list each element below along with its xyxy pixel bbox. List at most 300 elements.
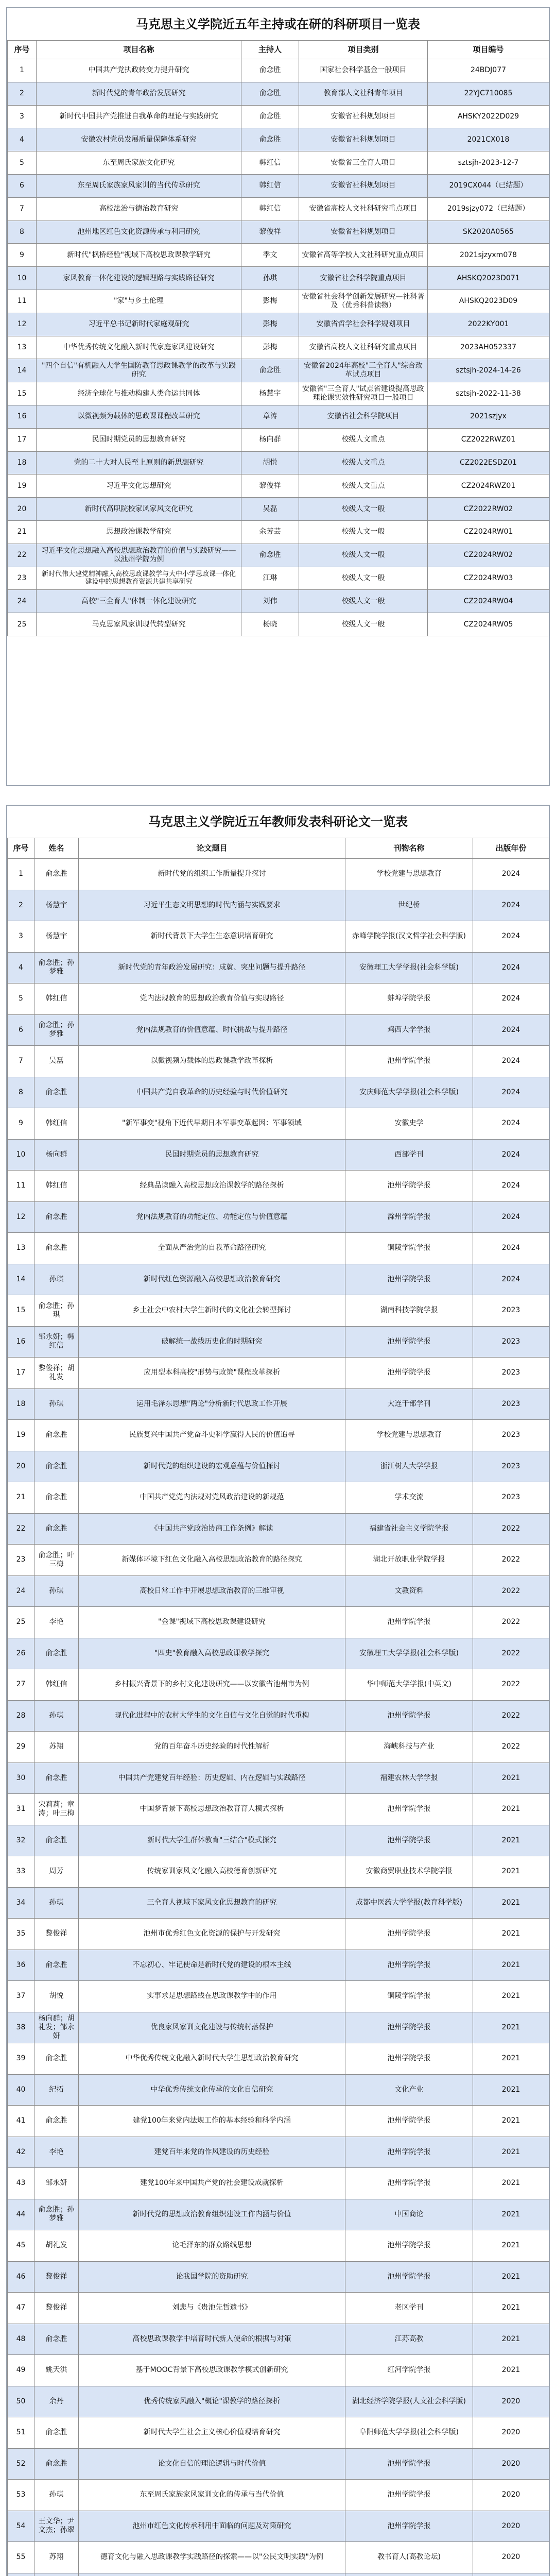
table-row [8, 2386, 549, 2417]
cell-index: 44 [8, 2199, 34, 2230]
cell-project-category: 安徽省2024年高校"三全育人"综合改革试点项目 [299, 359, 428, 382]
cell-author: 杨向群 [34, 1139, 79, 1171]
table-row [8, 290, 549, 313]
cell-project-category: 校级人文重点 [299, 451, 428, 474]
table-row [8, 2106, 549, 2137]
cell-project-code: 2019sjzy072（已结题） [428, 197, 549, 221]
cell-leader: 韩红信 [241, 174, 299, 197]
cell-paper-title: 建党100年来党内法规工作的基本经验和科学内涵 [79, 2106, 345, 2137]
cell-paper-title: 《中国共产党政治协商工作条例》解读 [79, 1513, 345, 1545]
cell-year: 2021 [473, 2137, 549, 2168]
table-row [8, 244, 549, 267]
table-row [8, 313, 549, 336]
cell-journal: 湖南科技学院学报 [345, 1295, 473, 1327]
cell-author: 黎俊祥 [34, 2293, 79, 2324]
cell-year: 2021 [473, 2106, 549, 2137]
cell-leader: 章涛 [241, 405, 299, 428]
cell-year: 2021 [473, 2293, 549, 2324]
cell-project-category: 教育部人文社科青年项目 [299, 82, 428, 105]
cell-index: 41 [8, 2106, 34, 2137]
cell-index: 23 [8, 567, 37, 590]
cell-project-name: 新时代中国共产党推进自我革命的理论与实践研究 [37, 105, 241, 128]
cell-author: 王文华；尹文杰；孙翠 [34, 2511, 79, 2542]
cell-author: 俞念胜 [34, 1077, 79, 1108]
cell-paper-title: 党的百年奋斗历史经验的时代性解析 [79, 1732, 345, 1763]
cell-paper-title: 乡村振兴背景下的乡村文化建设研究——以安徽省池州市为例 [79, 1669, 345, 1701]
cell-journal: 教书育人(高教论坛) [345, 2542, 473, 2573]
cell-author: 孙琪 [34, 2480, 79, 2511]
cell-project-category: 安徽省高校人文社科研究重点项目 [299, 197, 428, 221]
cell-author: 俞念胜 [34, 859, 79, 890]
cell-author: 余丹 [34, 2386, 79, 2417]
cell-index: 54 [8, 2511, 34, 2542]
table-row [8, 82, 549, 105]
cell-journal: 池州学院学报 [345, 2261, 473, 2293]
cell-project-name: 中国共产党执政转变力提升研究 [37, 59, 241, 82]
cell-author: 俞念胜；叶三梅 [34, 1545, 79, 1576]
cell-author: 苏翔 [34, 2542, 79, 2573]
table-row [8, 174, 549, 197]
cell-paper-title: 党内法规教育的功能定位、功能定位与价值意蕴 [79, 1201, 345, 1233]
cell-leader: 胡悦 [241, 451, 299, 474]
header-index: 序号 [8, 838, 34, 859]
header-project-category: 项目类别 [299, 41, 428, 59]
cell-paper-title: 新时代党的组织工作质量提升探讨 [79, 859, 345, 890]
cell-year: 2021 [473, 1856, 549, 1888]
header-project-code: 项目编号 [428, 41, 549, 59]
cell-author: 俞念胜 [34, 2043, 79, 2075]
cell-project-name: 习近平总书记新时代家庭观研究 [37, 313, 241, 336]
cell-paper-title: 论毛泽东的群众路线思想 [79, 2230, 345, 2262]
cell-leader: 杨晓 [241, 613, 299, 636]
table-row [8, 405, 549, 428]
cell-project-name: 家风教育一体化建设的逻辑理路与实践路径研究 [37, 267, 241, 290]
cell-year: 2024 [473, 1139, 549, 1171]
cell-paper-title: 池州市优秀红色文化资源的保护与开发研究 [79, 1919, 345, 1950]
table-row [8, 1732, 549, 1763]
cell-author: 黎俊祥 [34, 1919, 79, 1950]
table-row [8, 1638, 549, 1669]
cell-journal: 铜陵学院学报 [345, 1981, 473, 2012]
cell-paper-title: 高校思政课教学中培育时代新人使命的根据与对策 [79, 2324, 345, 2355]
header-leader: 主持人 [241, 41, 299, 59]
cell-project-category: 校级人文一般 [299, 520, 428, 544]
table-row [8, 498, 549, 521]
cell-paper-title: 乡土社会中农村大学生新时代的文化社会转型探讨 [79, 1295, 345, 1327]
cell-project-category: 校级人文一般 [299, 544, 428, 567]
cell-project-code: 24BDJ077 [428, 59, 549, 82]
cell-author: 俞念胜 [34, 1201, 79, 1233]
cell-author: 孙琪 [34, 1264, 79, 1295]
cell-year: 2022 [473, 1638, 549, 1669]
cell-author: 杨慧宇 [34, 921, 79, 953]
cell-year: 2024 [473, 1233, 549, 1264]
cell-year: 2024 [473, 1108, 549, 1140]
cell-index: 9 [8, 244, 37, 267]
cell-paper-title: 优良家风家训文化建设与传统村落保护 [79, 2012, 345, 2043]
cell-project-category: 安徽省社科规划项目 [299, 174, 428, 197]
cell-journal: 池州学院学报 [345, 1950, 473, 1981]
table-row [8, 151, 549, 175]
cell-leader: 余芳芸 [241, 520, 299, 544]
cell-journal: 江苏高教 [345, 2324, 473, 2355]
cell-journal: 池州学院学报 [345, 1046, 473, 1077]
cell-year: 2022 [473, 1575, 549, 1607]
table-row [8, 859, 549, 890]
cell-project-name: 新时代伟大建党精神融入高校思政课教学与大中小学思政课一体化建设中的思想教育资源共建共享研究 [37, 567, 241, 590]
cell-index: 35 [8, 1919, 34, 1950]
cell-author: 邹永妍；韩红信 [34, 1326, 79, 1358]
cell-author: 姚天洪 [34, 2355, 79, 2386]
projects-table-title: 马克思主义学院近五年主持或在研的科研项目一览表 [136, 17, 420, 31]
cell-year: 2024 [473, 952, 549, 984]
cell-leader: 俞念胜 [241, 105, 299, 128]
cell-author: 俞念胜 [34, 1762, 79, 1794]
cell-paper-title: 基于MOOC背景下高校思政课教学模式创新研究 [79, 2355, 345, 2386]
cell-paper-title: "金课"视域下高校思政课建设研究 [79, 1607, 345, 1638]
cell-index: 1 [8, 59, 37, 82]
cell-journal: 阜阳师范大学学报(社会科学版) [345, 2417, 473, 2449]
cell-leader: 杨慧宇 [241, 382, 299, 405]
cell-author: 俞念胜；孙梦雅 [34, 952, 79, 984]
cell-year: 2024 [473, 984, 549, 1015]
cell-journal: 赤峰学院学报(汉文哲学社会科学版) [345, 921, 473, 953]
cell-index: 31 [8, 1794, 34, 1825]
cell-author: 周芳 [34, 1856, 79, 1888]
table-row [8, 1451, 549, 1482]
cell-project-name: 中华优秀传统文化融入新时代家庭家风建设研究 [37, 336, 241, 359]
cell-index: 15 [8, 1295, 34, 1327]
cell-paper-title: "新军事变"视角下近代早期日本军事变革起因：军事领域 [79, 1108, 345, 1140]
table-row [8, 1607, 549, 1638]
cell-journal: 世纪桥 [345, 890, 473, 921]
table-row [8, 890, 549, 921]
cell-journal: 安徽史学 [345, 1108, 473, 1140]
cell-year: 2021 [473, 2043, 549, 2075]
cell-index: 28 [8, 1700, 34, 1732]
cell-author: 俞念胜；孙梦雅 [34, 1014, 79, 1046]
papers-table-header-row [8, 838, 549, 859]
cell-year: 2020 [473, 2386, 549, 2417]
cell-journal: 华中师范大学学报(中英文) [345, 1669, 473, 1701]
cell-project-code: 2019CX044（已结题） [428, 174, 549, 197]
cell-paper-title: 习近平生态文明思想的时代内涵与实践要求 [79, 890, 345, 921]
cell-index: 18 [8, 1388, 34, 1420]
cell-journal: 安徽理工大学学报(社会科学版) [345, 1638, 473, 1669]
table-row [8, 2480, 549, 2511]
cell-project-name: 党的二十大对人民至上原则的新思想研究 [37, 451, 241, 474]
cell-project-name: "家"与乡土伦理 [37, 290, 241, 313]
table-row [8, 451, 549, 474]
cell-index: 12 [8, 1201, 34, 1233]
cell-year: 2022 [473, 1607, 549, 1638]
cell-index: 16 [8, 1326, 34, 1358]
cell-journal: 西部学刊 [345, 1139, 473, 1171]
cell-index: 1 [8, 859, 34, 890]
cell-author: 孙琪 [34, 1575, 79, 1607]
cell-journal: 安庆师范大学学报(社会科学版) [345, 1077, 473, 1108]
cell-project-name: 思想政治课教学研究 [37, 520, 241, 544]
cell-journal: 安徽理工大学学报(社会科学版) [345, 952, 473, 984]
table-row [8, 336, 549, 359]
cell-author: 俞念胜 [34, 1638, 79, 1669]
cell-year: 2020 [473, 2417, 549, 2449]
cell-index: 20 [8, 1451, 34, 1482]
cell-journal: 红河学院学报 [345, 2355, 473, 2386]
table-row [8, 128, 549, 151]
table-row [8, 2043, 549, 2075]
cell-index: 32 [8, 1825, 34, 1856]
cell-journal: 池州学院学报 [345, 1326, 473, 1358]
cell-index: 6 [8, 174, 37, 197]
papers-table-title: 马克思主义学院近五年教师发表科研论文一览表 [148, 815, 408, 829]
cell-paper-title: 党内法规教育的价值意蕴、时代挑战与提升路径 [79, 1014, 345, 1046]
cell-index: 10 [8, 267, 37, 290]
cell-project-category: 安徽省哲学社会科学规划项目 [299, 313, 428, 336]
cell-journal: 池州学院学报 [345, 2480, 473, 2511]
table-row [8, 921, 549, 953]
projects-table [7, 40, 549, 636]
cell-paper-title: 中华优秀传统文化传承的文化自信研究 [79, 2074, 345, 2106]
cell-project-name: 经济全球化与推动构建人类命运共同体 [37, 382, 241, 405]
table-row [8, 428, 549, 451]
cell-index: 53 [8, 2480, 34, 2511]
cell-paper-title: 池州市红色文化传承利用中面临的问题及对策研究 [79, 2511, 345, 2542]
table-row [8, 2137, 549, 2168]
cell-year: 2023 [473, 1326, 549, 1358]
cell-index: 16 [8, 405, 37, 428]
cell-year: 2021 [473, 2230, 549, 2262]
cell-leader: 俞念胜 [241, 544, 299, 567]
cell-paper-title: 全面从严治党的自我革命路径研究 [79, 1233, 345, 1264]
cell-index: 23 [8, 1545, 34, 1576]
cell-year: 2021 [473, 1825, 549, 1856]
cell-year: 2020 [473, 2480, 549, 2511]
cell-index: 2 [8, 82, 37, 105]
cell-index: 36 [8, 1950, 34, 1981]
projects-table-header-row [8, 41, 549, 59]
cell-project-category: 安徽省社科规划项目 [299, 221, 428, 244]
cell-project-category: 校级人文一般 [299, 613, 428, 636]
cell-index: 34 [8, 1887, 34, 1919]
table-row [8, 1887, 549, 1919]
cell-author: 邹永妍 [34, 2168, 79, 2199]
cell-journal: 池州学院学报 [345, 2448, 473, 2480]
cell-year: 2021 [473, 2355, 549, 2386]
cell-journal: 池州学院学报 [345, 1794, 473, 1825]
cell-paper-title: 新时代党的组织建设的宏观意蕴与价值探讨 [79, 1451, 345, 1482]
cell-index: 47 [8, 2293, 34, 2324]
cell-index: 4 [8, 128, 37, 151]
cell-paper-title: 民国时期党员的思想教育研究 [79, 1139, 345, 1171]
table-row [8, 567, 549, 590]
cell-project-name: 新时代党的青年政治发展研究 [37, 82, 241, 105]
cell-year: 2024 [473, 1201, 549, 1233]
cell-journal: 池州学院学报 [345, 1825, 473, 1856]
table-row [8, 1545, 549, 1576]
table-row [8, 474, 549, 498]
cell-paper-title: 民族复兴中国共产党奋斗史科学赢得人民的价值追寻 [79, 1420, 345, 1451]
cell-project-name: 习近平文化思想研究 [37, 474, 241, 498]
cell-index: 20 [8, 498, 37, 521]
cell-year: 2021 [473, 1794, 549, 1825]
cell-paper-title: "四史"教育融入高校思政课教学探究 [79, 1638, 345, 1669]
cell-project-name: 习近平文化思想融入高校思想政治教育的价值与实践研究——以池州学院为例 [37, 544, 241, 567]
cell-author: 俞念胜 [34, 1825, 79, 1856]
cell-index: 4 [8, 952, 34, 984]
cell-index: 39 [8, 2043, 34, 2075]
cell-project-name: 安徽农村党员发展质量保障体系研究 [37, 128, 241, 151]
cell-author: 宋莉莉；章涛；叶三梅 [34, 1794, 79, 1825]
cell-project-name: 新时代"枫桥经验"视域下高校思政课教学研究 [37, 244, 241, 267]
cell-index: 15 [8, 382, 37, 405]
cell-project-code: CZ2022RWZ01 [428, 428, 549, 451]
cell-author: 孙琪 [34, 1700, 79, 1732]
cell-project-category: 国家社会科学基金一般项目 [299, 59, 428, 82]
table-row [8, 1014, 549, 1046]
cell-index: 18 [8, 451, 37, 474]
cell-leader: 孙琪 [241, 267, 299, 290]
cell-journal: 鸡西大学学报 [345, 1014, 473, 1046]
cell-year: 2023 [473, 1420, 549, 1451]
cell-year: 2023 [473, 1295, 549, 1327]
cell-project-category: 安徽省社科规划项目 [299, 128, 428, 151]
cell-journal: 大连干部学刊 [345, 1388, 473, 1420]
cell-paper-title: 建党百年来党的作风建设的历史经验 [79, 2137, 345, 2168]
cell-project-code: CZ2022RW02 [428, 498, 549, 521]
cell-leader: 杨向群 [241, 428, 299, 451]
table-row [8, 2168, 549, 2199]
cell-project-code: 22YJC710085 [428, 82, 549, 105]
cell-journal: 学校党建与思想教育 [345, 1420, 473, 1451]
cell-paper-title: 中国共产党党内法规对党风政治建设的新规范 [79, 1482, 345, 1514]
cell-paper-title: 现代化进程中的农村大学生的文化自信与文化自觉的时代重构 [79, 1700, 345, 1732]
cell-index: 25 [8, 1607, 34, 1638]
cell-index: 19 [8, 1420, 34, 1451]
cell-paper-title: 东至周氏家族家风家训文化的传承与当代价值 [79, 2480, 345, 2511]
cell-author: 俞念胜 [34, 1482, 79, 1514]
cell-project-name: 民国时期党员的思想教育研究 [37, 428, 241, 451]
table-row [8, 2448, 549, 2480]
cell-author: 俞念胜 [34, 1420, 79, 1451]
cell-project-category: 安徽省高等学校人文社科研究重点项目 [299, 244, 428, 267]
cell-year: 2021 [473, 2012, 549, 2043]
cell-year: 2020 [473, 2448, 549, 2480]
cell-author: 孙琪 [34, 1887, 79, 1919]
cell-year: 2022 [473, 1732, 549, 1763]
table-row [8, 2511, 549, 2542]
cell-paper-title: 经典品读融入高校思想政治课教学的路径探析 [79, 1171, 345, 1202]
cell-index: 7 [8, 197, 37, 221]
cell-journal: 成都中医药大学学报(教育科学版) [345, 1887, 473, 1919]
cell-project-name: "四个自信"有机融入大学生国防教育思政课教学的改革与实践研究 [37, 359, 241, 382]
cell-journal [345, 2573, 473, 2576]
cell-author: 李艳 [34, 2137, 79, 2168]
cell-paper-title [79, 2573, 345, 2576]
cell-journal: 池州学院学报 [345, 2106, 473, 2137]
table-row [8, 1669, 549, 1701]
table-row [8, 1233, 549, 1264]
cell-project-category: 安徽省社会科学院项目 [299, 405, 428, 428]
papers-table [7, 838, 549, 2576]
cell-project-code: sztsjh-2022-11-38 [428, 382, 549, 405]
cell-year: 2024 [473, 1014, 549, 1046]
cell-leader: 韩红信 [241, 151, 299, 175]
table-row [8, 267, 549, 290]
table-row [8, 2324, 549, 2355]
cell-journal: 池州学院学报 [345, 2168, 473, 2199]
cell-journal: 湖北开放职业学院学报 [345, 1545, 473, 1576]
cell-year: 2023 [473, 1388, 549, 1420]
cell-author: 孙琪 [34, 1388, 79, 1420]
cell-year: 2022 [473, 1700, 549, 1732]
table-row [8, 613, 549, 636]
cell-leader: 刘伟 [241, 590, 299, 613]
cell-author: 黎俊祥 [34, 2261, 79, 2293]
cell-journal: 池州学院学报 [345, 1919, 473, 1950]
cell-index: 26 [8, 1638, 34, 1669]
cell-project-category: 校级人文一般 [299, 498, 428, 521]
cell-index: 17 [8, 1358, 34, 1389]
cell-index: 21 [8, 1482, 34, 1514]
cell-project-name: 东至周氏家族文化研究 [37, 151, 241, 175]
cell-year: 2021 [473, 1919, 549, 1950]
cell-year: 2024 [473, 1077, 549, 1108]
cell-leader: 韩红信 [241, 197, 299, 221]
cell-paper-title: 以微视频为载体的思政课教学改革探析 [79, 1046, 345, 1077]
cell-author: 杨慧宇 [34, 890, 79, 921]
cell-leader: 吴磊 [241, 498, 299, 521]
table-row [8, 2261, 549, 2293]
table-row [8, 2012, 549, 2043]
cell-project-code: CZ2024RW02 [428, 544, 549, 567]
cell-paper-title: 三全育人视域下家风文化思想教育的研究 [79, 1887, 345, 1919]
cell-index: 10 [8, 1139, 34, 1171]
table-row [8, 1139, 549, 1171]
cell-index [8, 2573, 34, 2576]
cell-index: 13 [8, 336, 37, 359]
cell-paper-title: 破解统一战线历史化的时期研究 [79, 1326, 345, 1358]
cell-paper-title: 中国梦背景下高校思想政治教育育人模式探析 [79, 1794, 345, 1825]
cell-author: 俞念胜 [34, 1451, 79, 1482]
cell-index: 27 [8, 1669, 34, 1701]
cell-project-category: 安徽省三全育人项目 [299, 151, 428, 175]
cell-year: 2024 [473, 890, 549, 921]
cell-journal: 学术交流 [345, 1482, 473, 1514]
table-row [8, 1326, 549, 1358]
cell-project-category: 校级人文重点 [299, 474, 428, 498]
table-row [8, 952, 549, 984]
cell-paper-title: 新时代党的思想政治教育组织建设工作内涵与价值 [79, 2199, 345, 2230]
cell-paper-title: 中华优秀传统文化融入新时代大学生思想政治教育研究 [79, 2043, 345, 2075]
cell-project-category: 安徽省"三全育人"试点省建设提高思政理论课实效性研究项目一般项目 [299, 382, 428, 405]
table-row [8, 1575, 549, 1607]
cell-author: 俞念胜 [34, 1513, 79, 1545]
cell-index: 40 [8, 2074, 34, 2106]
table-row [8, 2417, 549, 2449]
cell-journal: 池州学院学报 [345, 1264, 473, 1295]
cell-index: 52 [8, 2448, 34, 2480]
cell-paper-title: 建党100年来中国共产党的社会建设成就探析 [79, 2168, 345, 2199]
cell-index: 8 [8, 221, 37, 244]
cell-author: 杨向群；胡礼发；邹永妍 [34, 2012, 79, 2043]
cell-paper-title: 中国共产党自我革命的历史经验与时代价值研究 [79, 1077, 345, 1108]
cell-author [34, 2573, 79, 2576]
cell-index: 5 [8, 984, 34, 1015]
cell-paper-title: 应用型本科高校"形势与政策"课程改革探析 [79, 1358, 345, 1389]
table-row [8, 1264, 549, 1295]
cell-index: 55 [8, 2542, 34, 2573]
